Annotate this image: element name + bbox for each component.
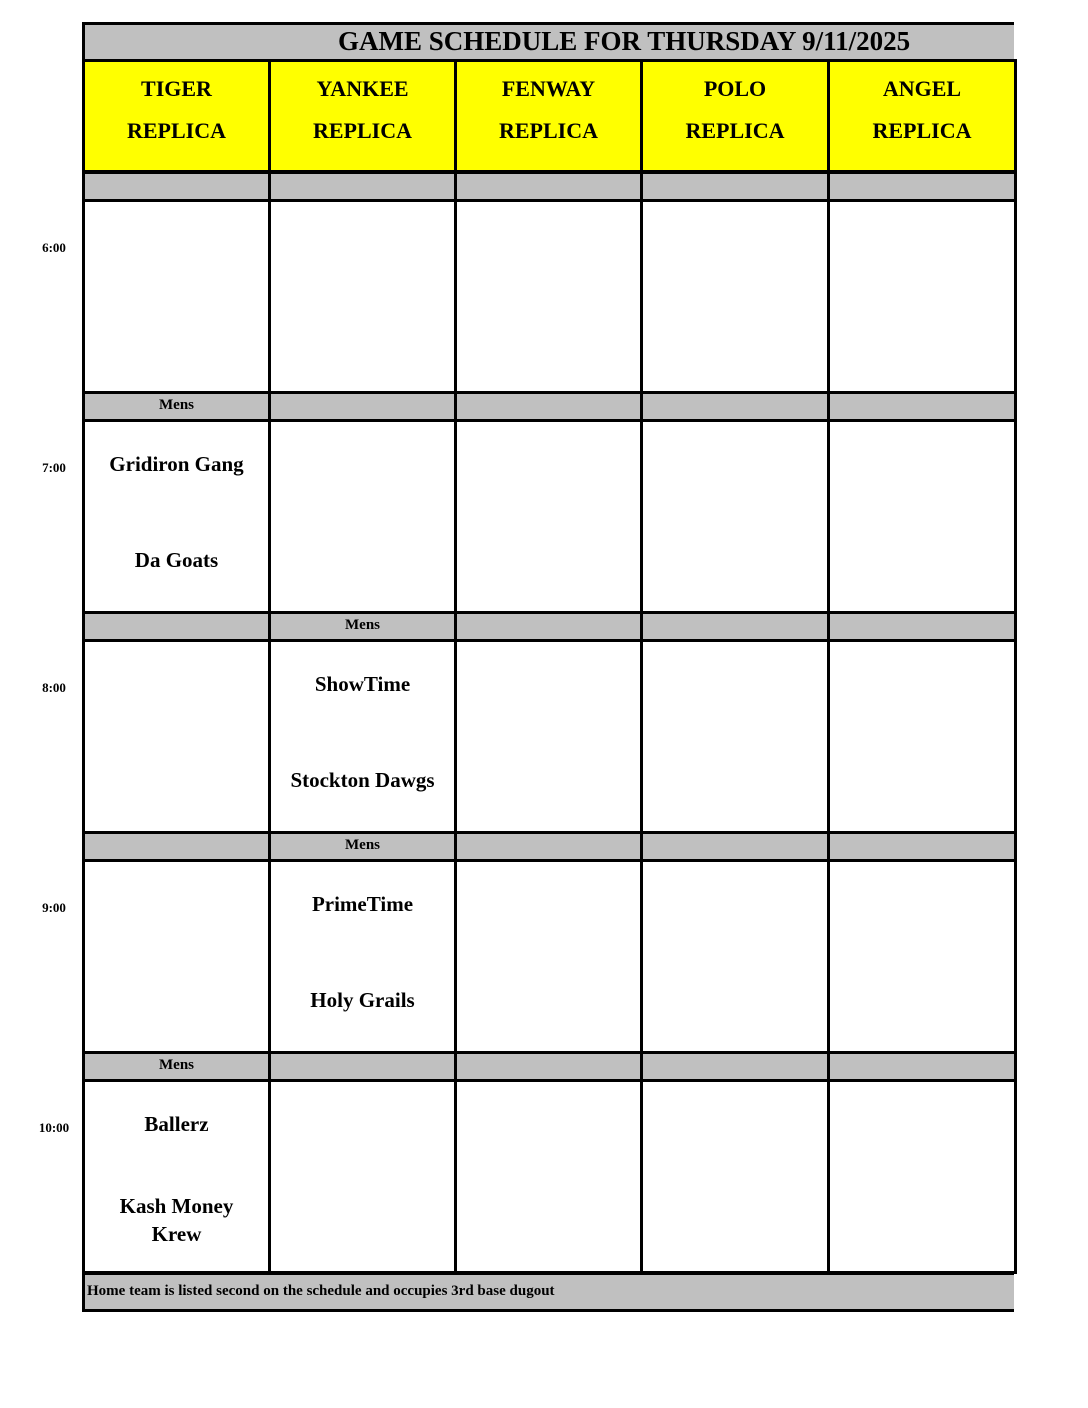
field-name: YANKEE: [316, 76, 409, 101]
division-band: [640, 171, 830, 202]
field-name: POLO: [703, 76, 767, 101]
home-team: Holy Grails: [310, 988, 415, 1012]
division-band: Mens: [268, 611, 457, 642]
field-subtitle: REPLICA: [872, 118, 972, 143]
away-team: Gridiron Gang: [109, 452, 244, 476]
home-team: Stockton Dawgs: [290, 768, 435, 792]
division-band: [640, 611, 830, 642]
page-title: GAME SCHEDULE FOR THURSDAY 9/11/2025: [338, 26, 911, 56]
time-label: 10:00: [38, 1120, 70, 1135]
field-header: [640, 59, 830, 173]
division-band: [268, 391, 457, 422]
game-cell: [640, 1079, 830, 1274]
field-header: [827, 59, 1017, 173]
game-cell: [640, 419, 830, 614]
game-cell: [827, 419, 1017, 614]
game-cell: [268, 419, 457, 614]
division-band: Mens: [82, 1051, 271, 1082]
division-band: [827, 1051, 1017, 1082]
division-band: Mens: [268, 831, 457, 862]
division-band: [454, 171, 643, 202]
game-cell: [454, 859, 643, 1054]
division-band: Mens: [82, 391, 271, 422]
division-band: [640, 1051, 830, 1082]
division-band: [827, 391, 1017, 422]
home-team: Da Goats: [134, 548, 219, 572]
field-name: ANGEL: [882, 76, 962, 101]
game-cell: [640, 199, 830, 394]
game-cell: [82, 419, 271, 614]
game-cell: [82, 639, 271, 834]
division-band: [82, 171, 271, 202]
game-cell: [827, 859, 1017, 1054]
division-band: [454, 1051, 643, 1082]
game-cell: [82, 859, 271, 1054]
game-cell: [827, 1079, 1017, 1274]
game-cell: [827, 639, 1017, 834]
away-team: Ballerz: [144, 1112, 209, 1136]
game-cell: [454, 639, 643, 834]
field-header: [454, 59, 643, 173]
game-cell: [640, 859, 830, 1054]
division-band: [454, 611, 643, 642]
division-band: [82, 831, 271, 862]
game-cell: [454, 419, 643, 614]
time-label: 8:00: [42, 680, 66, 695]
division-band: [827, 611, 1017, 642]
division-band: [827, 831, 1017, 862]
game-cell: [268, 1079, 457, 1274]
division-band: [454, 391, 643, 422]
game-cell: [82, 199, 271, 394]
division-band: [827, 171, 1017, 202]
field-name: FENWAY: [501, 76, 596, 101]
field-subtitle: REPLICA: [498, 118, 598, 143]
field-subtitle: REPLICA: [685, 118, 785, 143]
game-cell: [268, 859, 457, 1054]
time-label: 7:00: [42, 460, 66, 475]
field-subtitle: REPLICA: [126, 118, 226, 143]
game-cell: [454, 1079, 643, 1274]
division-band: [640, 831, 830, 862]
game-cell: [827, 199, 1017, 394]
away-team: PrimeTime: [311, 892, 414, 916]
time-label: 9:00: [42, 900, 66, 915]
field-header: [268, 59, 457, 173]
home-team: Kash Money Krew: [119, 1194, 234, 1246]
footer-note: Home team is listed second on the schedule and occupies 3rd base dugout: [82, 1272, 1014, 1312]
game-cell: [82, 1079, 271, 1274]
game-cell: [454, 199, 643, 394]
away-team: ShowTime: [314, 672, 411, 696]
division-band: [268, 171, 457, 202]
game-cell: [640, 639, 830, 834]
field-name: TIGER: [141, 76, 212, 101]
game-cell: [268, 639, 457, 834]
division-band: [268, 1051, 457, 1082]
division-band: [454, 831, 643, 862]
game-cell: [268, 199, 457, 394]
field-subtitle: REPLICA: [312, 118, 412, 143]
field-header: [82, 59, 271, 173]
time-label: 6:00: [42, 240, 66, 255]
division-band: [640, 391, 830, 422]
division-band: [82, 611, 271, 642]
